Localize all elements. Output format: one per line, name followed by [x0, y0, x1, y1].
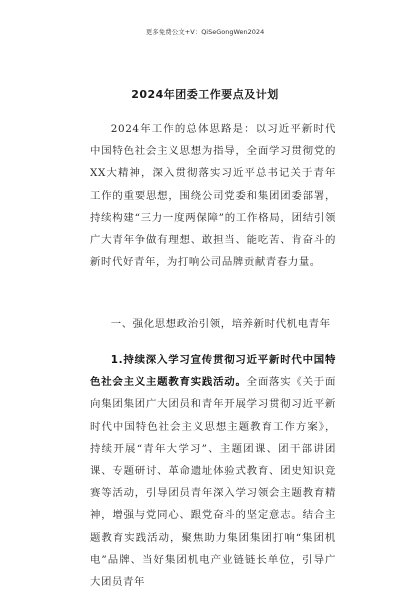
item-lead: 1.持续深入学习宣传贯彻习近平新时代中国特色社会主义主题教育实践活动。 [90, 354, 336, 389]
item-body: 全面落实《关于面向集团集团广大团员和青年开展学习贯彻习近平新时代中国特色社会主义思想主题教育工作方案》，持续开展“青年大学习”、主题团课、团干部讲团课、专题研讨、革命遗址体验式教育、团史知识竞赛等活动，引导团员青年深入学习领会主题教育精神，增强与党同心、跟党奋斗的坚定意志。结合主题教育实践活动，聚焦助力集团集团打响“集团机电”品牌、当好集团机电产业链链长单位，引导广大团员青年 [90, 376, 336, 589]
section-heading: 一、强化思想政治引领，培养新时代机电青年 [110, 318, 331, 330]
intro-paragraph: 2024年工作的总体思路是：以习近平新时代中国特色社会主义思想为指导，全面学习贯彻党的XX大精神，深入贯彻落实习近平总书记关于青年工作的重要思想，围绕公司党委和集团团委部署，持续构建“三力一度两保障”的工作格局，团结引领广大青年争做有理想、敢担当、能吃苦、肯奋斗的新时代好青年，为打响公司品牌贡献青春力量。 [90, 123, 336, 269]
item-paragraph [90, 349, 336, 593]
header-note: 更多免费公文+V：QiSeGongWen2024 [145, 28, 265, 36]
document-title: 2024年团委工作要点及计划 [131, 88, 279, 101]
